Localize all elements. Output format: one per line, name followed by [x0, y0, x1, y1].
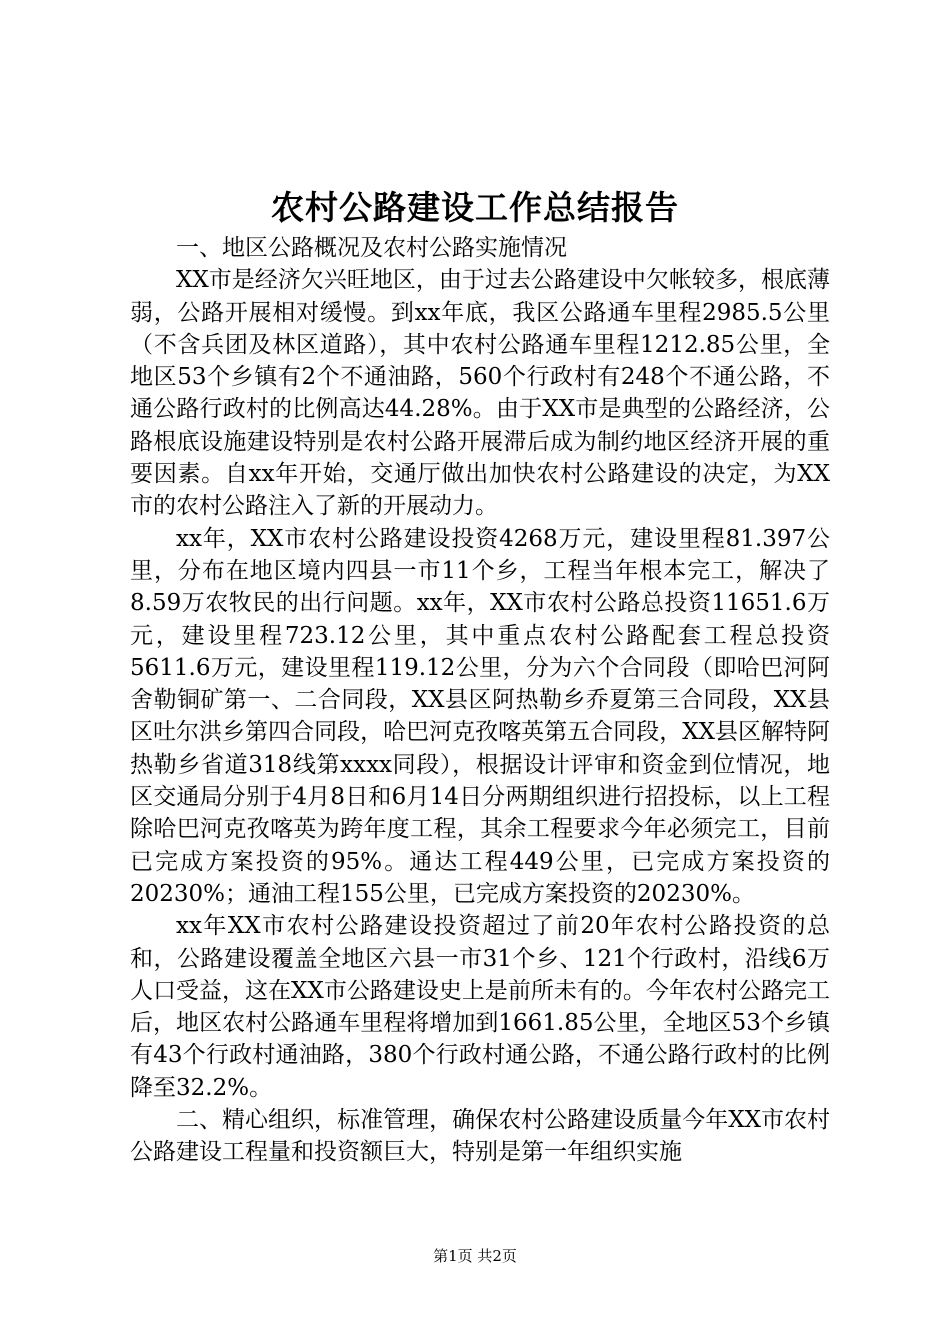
- paragraph: XX市是经济欠兴旺地区，由于过去公路建设中欠帐较多，根底薄弱，公路开展相对缓慢。到xx年底，我区公路通车里程2985.5公里（不含兵团及林区道路），其中农村公路通车里程1212.85公里，全地区53个乡镇有2个不通油路，560个行政村有248个不通公路，不通公路行政村的比例高达44.28%。由于XX市是典型的公路经济，公路根底设施建设特别是农村公路开展滞后成为制约地区经济开展的重要因素。自xx年开始，交通厅做出加快农村公路建设的决定，为XX市的农村公路注入了新的开展动力。: [130, 267, 830, 520]
- paragraph: xx年XX市农村公路建设投资超过了前20年农村公路投资的总和，公路建设覆盖全地区六县一市31个乡、121个行政村，沿线6万人口受益，这在XX市公路建设史上是前所未有的。今年农村公路完工后，地区农村公路通车里程将增加到1661.85公里，全地区53个乡镇有43个行政村通油路，380个行政村通公路，不通公路行政村的比例降至32.2%。: [130, 913, 830, 1101]
- section-heading-2: 二、精心组织，标准管理，确保农村公路建设质量今年XX市农村公路建设工程量和投资额巨大，特别是第一年组织实施: [130, 1107, 830, 1166]
- document-title: 农村公路建设工作总结报告: [271, 188, 679, 227]
- paragraph: xx年，XX市农村公路建设投资4268万元，建设里程81.397公里，分布在地区境内四县一市11个乡，工程当年根本完工，解决了8.59万农牧民的出行问题。xx年，XX市农村公路总投资11651.6万元，建设里程723.12公里，其中重点农村公路配套工程总投资5611.6万元，建设里程119.12公里，分为六个合同段（即哈巴河阿舍勒铜矿第一、二合同段，XX县区阿热勒乡乔夏第三合同段，XX县区吐尔洪乡第四合同段，哈巴河克孜喀英第五合同段，XX县区解特阿热勒乡省道318线第xxxx同段），根据设计评审和资金到位情况，地区交通局分别于4月8日和6月14日分两期组织进行招投标，以上工程除哈巴河克孜喀英为跨年度工程，其余工程要求今年必须完工，目前已完成方案投资的95%。通达工程449公里，已完成方案投资的20230%；通油工程155公里，已完成方案投资的20230%。: [130, 525, 830, 907]
- page-footer: 第1页 共2页: [433, 1247, 517, 1265]
- document-body: [130, 232, 830, 1169]
- section-heading-1: 一、地区公路概况及农村公路实施情况: [176, 235, 567, 261]
